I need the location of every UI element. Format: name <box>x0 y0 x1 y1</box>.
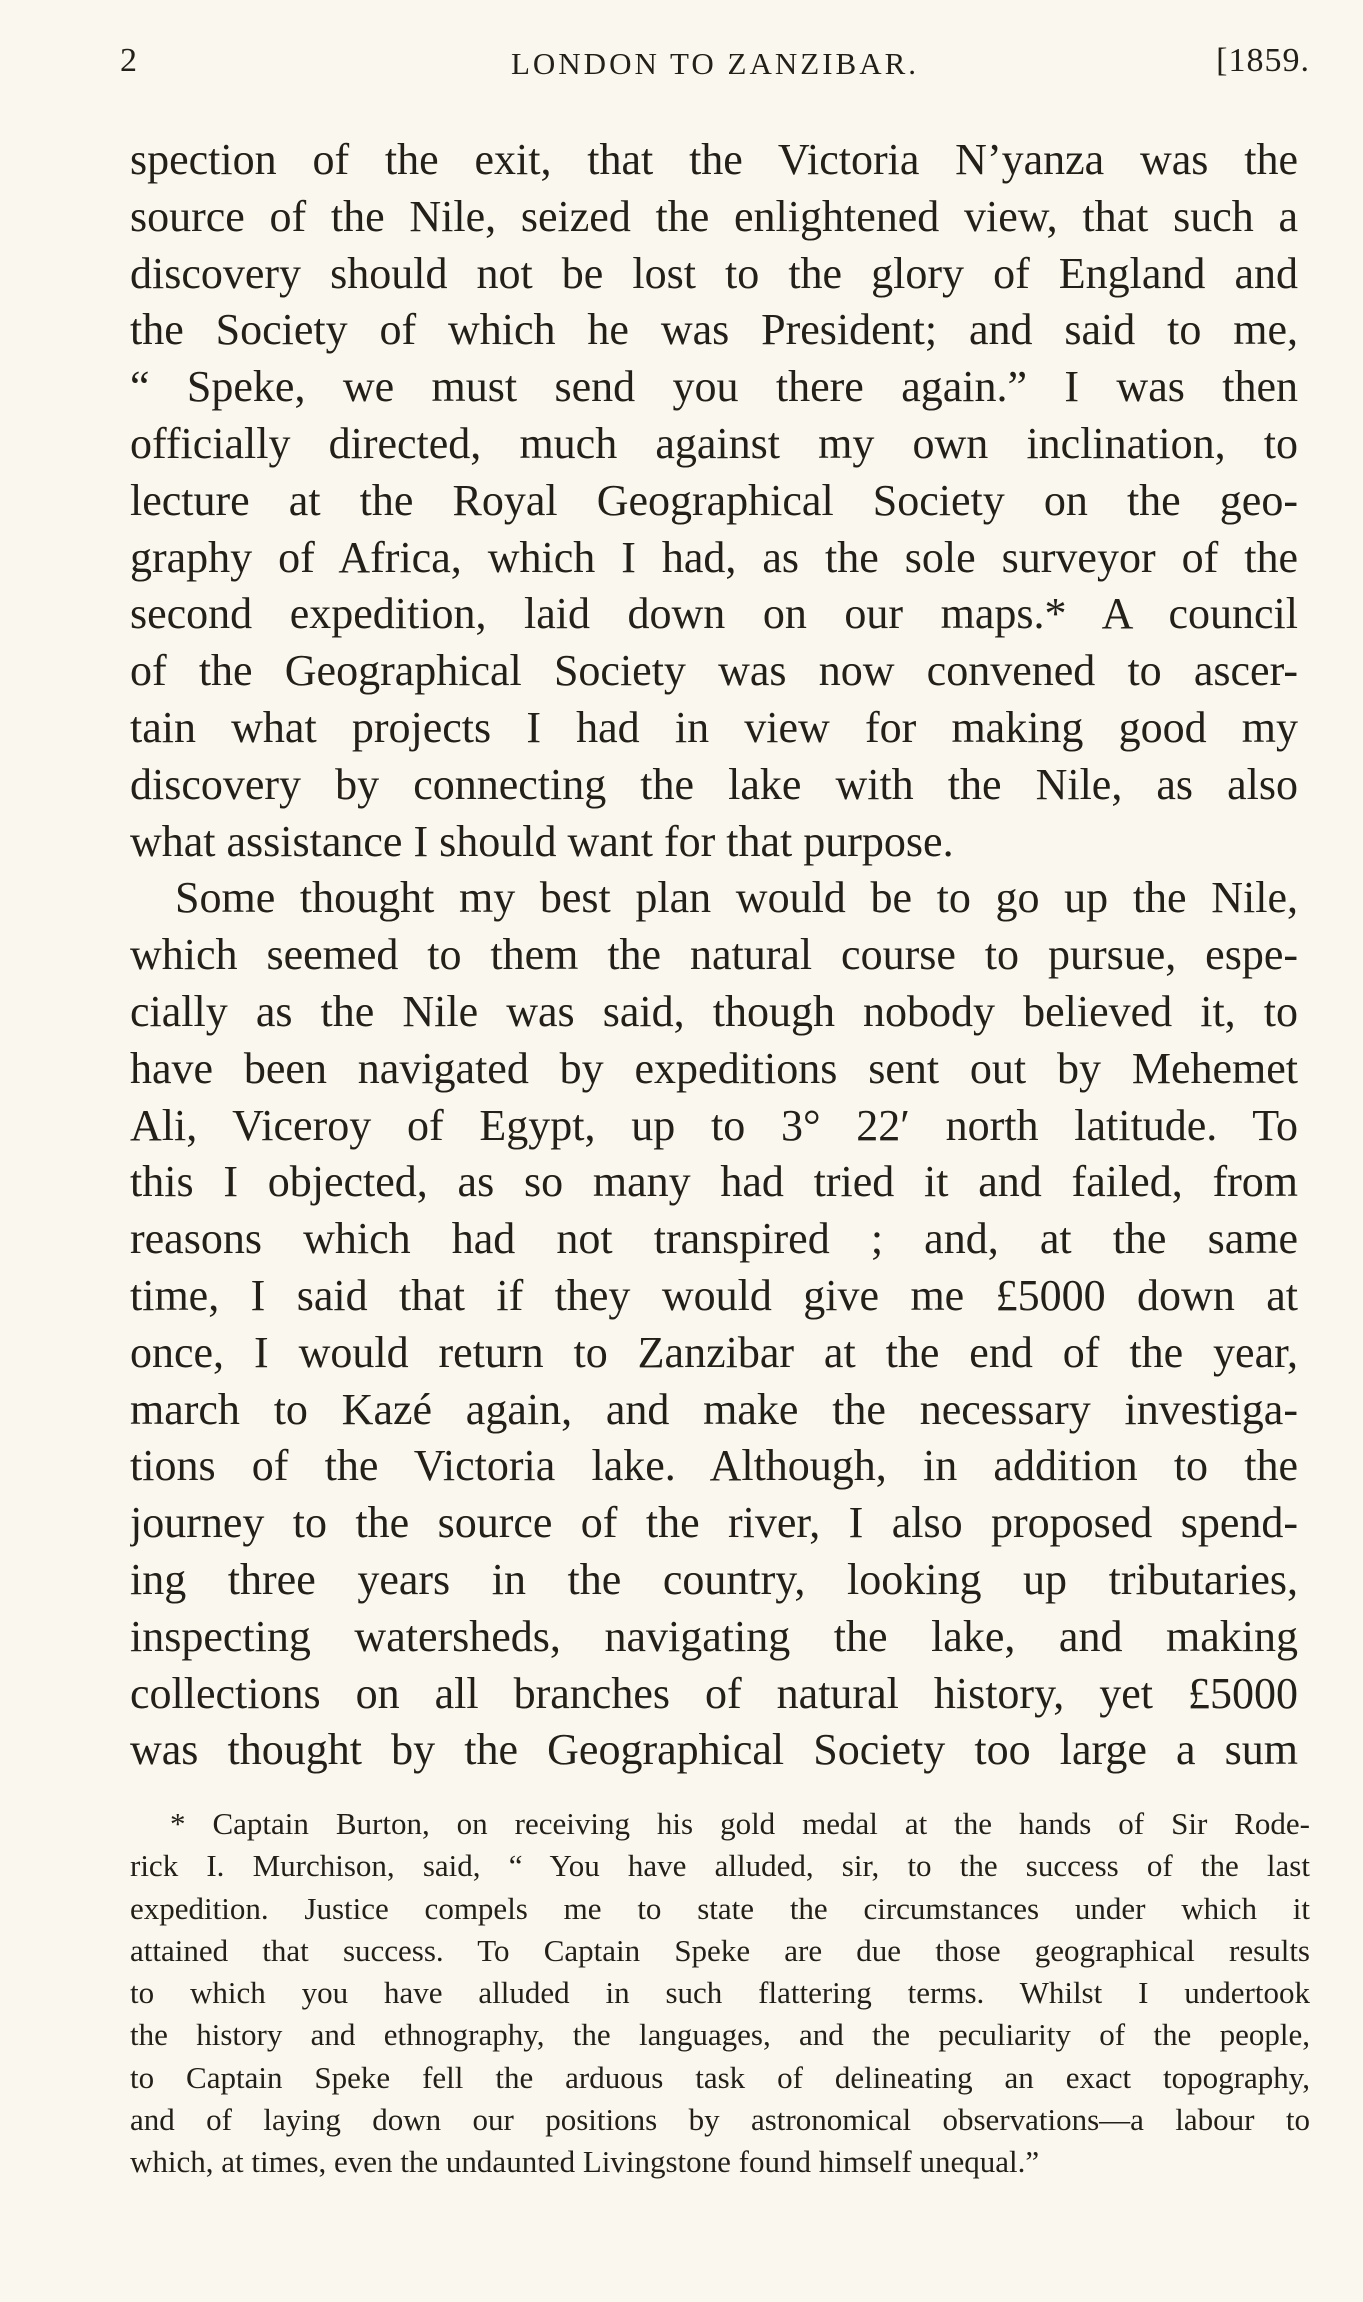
body-line: tain what projects I had in view for making good my <box>130 702 1298 752</box>
body-line: officially directed, much against my own inclination, to <box>130 418 1298 468</box>
body-line: inspecting watersheds, navigating the lake, and making <box>130 1611 1298 1661</box>
body-line: discovery should not be lost to the glory of England and <box>130 248 1298 298</box>
body-line: was thought by the Geographical Society too large a sum <box>130 1725 1298 1775</box>
body-line: second expedition, laid down on our maps.* A council <box>130 589 1298 639</box>
footnote <box>130 1803 1310 2184</box>
running-title: LONDON TO ZANZIBAR. <box>510 46 920 81</box>
body-line: “ Speke, we must send you there again.” I was then <box>130 362 1298 412</box>
body-line: ing three years in the country, looking up tributaries, <box>130 1554 1298 1604</box>
body-line: have been navigated by expeditions sent out by Mehemet <box>130 1043 1298 1093</box>
footnote-line: the history and ethnography, the languages, and the peculiarity of the people, <box>130 2017 1310 2053</box>
body-line: this I objected, as so many had tried it and failed, from <box>130 1157 1298 1207</box>
body-line: which seemed to them the natural course to pursue, espe- <box>130 930 1298 980</box>
body-line: the Society of which he was President; and said to me, <box>130 305 1298 355</box>
body-line: tions of the Victoria lake. Although, in addition to the <box>130 1441 1298 1491</box>
body-line: collections on all branches of natural history, yet £5000 <box>130 1668 1298 1718</box>
footnote-line: to Captain Speke fell the arduous task of delineating an exact topography, <box>130 2059 1310 2095</box>
body-line: once, I would return to Zanzibar at the end of the year, <box>130 1327 1298 1377</box>
page-number: 2 <box>120 42 138 79</box>
body-line: Some thought my best plan would be to go up the Nile, <box>175 873 1298 923</box>
body-line: time, I said that if they would give me £5000 down at <box>130 1270 1298 1320</box>
body-line: lecture at the Royal Geographical Society on the geo- <box>130 475 1298 525</box>
body-text <box>130 132 1298 1779</box>
footnote-line: and of laying down our positions by astronomical observations—a labour to <box>130 2102 1310 2138</box>
running-head <box>120 42 1310 102</box>
body-line: source of the Nile, seized the enlightened view, that such a <box>130 191 1298 241</box>
footnote-line: attained that success. To Captain Speke are due those geographical results <box>130 1932 1310 1968</box>
body-line: reasons which had not transpired ; and, at the same <box>130 1214 1298 1264</box>
footnote-line: rick I. Murchison, said, “ You have alluded, sir, to the success of the last <box>130 1848 1310 1884</box>
body-line: of the Geographical Society was now convened to ascer- <box>130 646 1298 696</box>
body-line: Ali, Viceroy of Egypt, up to 3° 22′ north latitude. To <box>130 1100 1298 1150</box>
body-line: spection of the exit, that the Victoria N’yanza was the <box>130 135 1298 184</box>
body-line: discovery by connecting the lake with the Nile, as also <box>130 759 1298 809</box>
body-line: march to Kazé again, and make the necessary investiga- <box>130 1384 1298 1434</box>
footnote-line: which, at times, even the undaunted Livingstone found himself unequal.” <box>130 2144 1040 2180</box>
footnote-line: to which you have alluded in such flattering terms. Whilst I undertook <box>130 1975 1310 2011</box>
body-line: what assistance I should want for that purpose. <box>130 816 954 866</box>
footnote-line: * Captain Burton, on receiving his gold medal at the hands of Sir Rode- <box>170 1806 1310 1841</box>
running-year: [1859. <box>1216 42 1310 79</box>
body-line: graphy of Africa, which I had, as the sole surveyor of the <box>130 532 1298 582</box>
body-line: cially as the Nile was said, though nobody believed it, to <box>130 986 1298 1036</box>
body-line: journey to the source of the river, I also proposed spend- <box>130 1498 1298 1548</box>
footnote-line: expedition. Justice compels me to state the circumstances under which it <box>130 1890 1310 1926</box>
